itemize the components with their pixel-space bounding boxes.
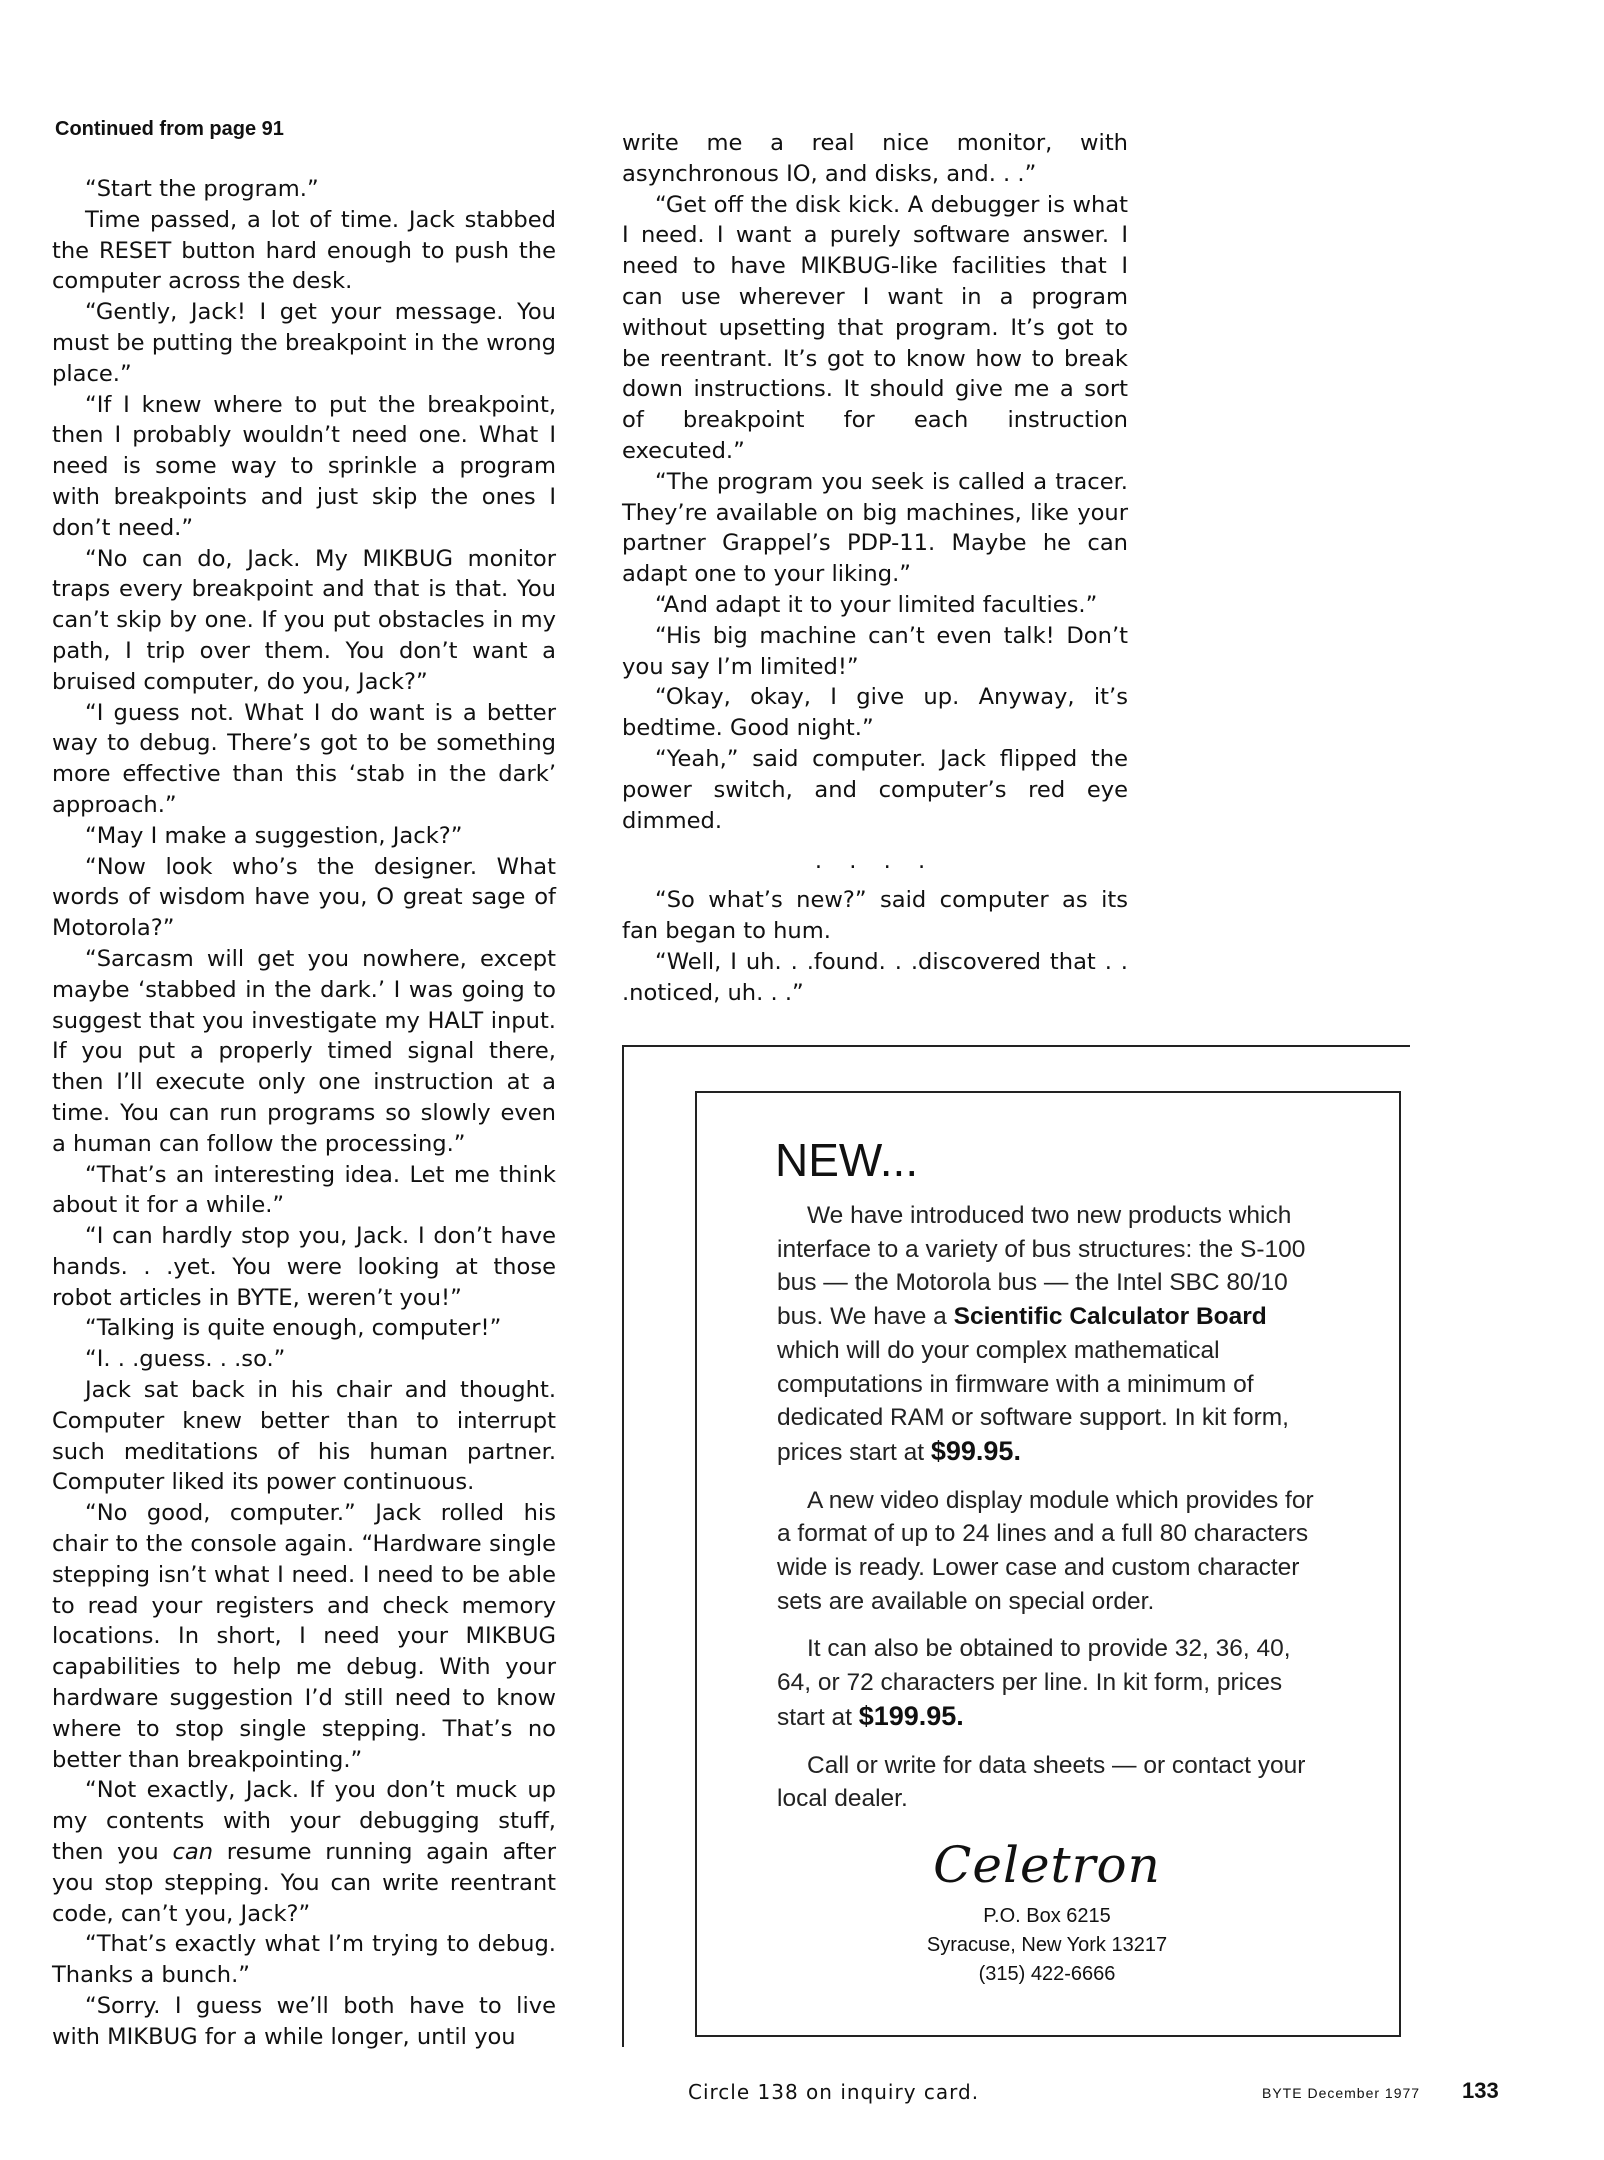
magazine-issue: BYTE December 1977 xyxy=(1262,2085,1421,2101)
paragraph: “Sarcasm will get you nowhere, except maybe ‘stabbed in the dark.’ I was going to suggest that you investigate my HALT input. If you put a properly timed signal there, then I’ll execute only one instruction at a time. You can run programs so slowly even a human can follow the processing.” xyxy=(52,945,556,1157)
paragraph: “Well, I uh. . .found. . .discovered that . . .noticed, uh. . .” xyxy=(622,948,1128,1006)
address-line: P.O. Box 6215 xyxy=(983,1904,1111,1927)
paragraph: “No can do, Jack. My MIKBUG monitor traps every breakpoint and that is that. You can’t skip by one. If you put obstacles in my path, I trip over them. You don’t want a bruised computer, do you, Jack?” xyxy=(52,545,556,695)
paragraph: “And adapt it to your limited faculties.” xyxy=(655,591,1098,618)
paragraph-tail: resume running again after you stop stepping. You can write reentrant code, can’t you, Jack?” xyxy=(52,1839,556,1927)
paragraph-head: “Not exactly, Jack. If you don’t muck up my contents with your debugging stuff, then you xyxy=(52,1777,556,1866)
celetron-logo: Celetron xyxy=(933,1835,1161,1894)
paragraph: “May I make a suggestion, Jack?” xyxy=(85,822,463,849)
ad-text: It can also be obtained to provide 32, 36, 40, 64, or 72 characters per line. In kit form, prices start at xyxy=(777,1635,1291,1731)
paragraph: “The program you seek is called a tracer. They’re available on big machines, like your partner Grappel’s PDP-11. Maybe he can adapt one to your liking.” xyxy=(622,468,1128,588)
paragraph: “Yeah,” said computer. Jack flipped the power switch, and computer’s red eye dimmed. xyxy=(622,745,1128,834)
ad-paragraph xyxy=(777,1199,1317,1470)
ad-bold-product: Scientific Calculator Board xyxy=(953,1303,1267,1331)
ad-text: which will do your complex mathematical computations in firmware with a minimum of dedicated RAM or software support. In kit form, prices start at xyxy=(777,1336,1289,1466)
ad-content xyxy=(777,1133,1317,1989)
paragraph: “So what’s new?” said computer as its fan began to hum. xyxy=(622,887,1128,944)
paragraph: “Sorry. I guess we’ll both have to live with MIKBUG for a while longer, until you xyxy=(52,1993,556,2050)
ad-headline: NEW... xyxy=(775,1134,919,1186)
celetron-ad xyxy=(695,1091,1401,2037)
address-line: Syracuse, New York 13217 xyxy=(926,1933,1168,1956)
paragraph: Time passed, a lot of time. Jack stabbed the RESET button hard enough to push the computer across the desk. xyxy=(52,206,556,295)
paragraph: “Now look who’s the designer. What words of wisdom have you, O great sage of Motorola?” xyxy=(52,853,556,942)
paragraph: “Gently, Jack! I get your message. You must be putting the breakpoint in the wrong place.” xyxy=(52,299,556,387)
paragraph: “His big machine can’t even talk! Don’t you say I’m limited!” xyxy=(622,622,1128,680)
ad-price: $199.95. xyxy=(858,1700,964,1731)
paragraph: “Get off the disk kick. A debugger is what I need. I want a purely software answer. I need to have MIKBUG-like facilities that I can use wherever I want in a program without upsetting that program. It’s got to be reentrant. It’s got to know how to break down instructions. It should give me a sort of breakpoint for each instruction executed.” xyxy=(622,191,1128,464)
paragraph: “I guess not. What I do want is a better way to debug. There’s got to be something more effective than this ‘stab in the dark’ approach.” xyxy=(52,699,556,818)
page-number: 133 xyxy=(1462,2078,1499,2103)
ad-paragraph: Call or write for data sheets — or contact your local dealer. xyxy=(777,1751,1306,1813)
ad-paragraph xyxy=(777,1632,1317,1734)
italic-can: can xyxy=(172,1839,214,1866)
paragraph: write me a real nice monitor, with asynchronous IO, and disks, and. . .” xyxy=(622,130,1128,187)
paragraph: “I. . .guess. . .so.” xyxy=(85,1346,286,1373)
continued-label: Continued from page 91 xyxy=(55,118,284,140)
ad-paragraph: A new video display module which provides for a format of up to 24 lines and a full 80 characters wide is ready. Lower case and custom character sets are available on special order. xyxy=(777,1486,1314,1615)
paragraph xyxy=(52,1775,556,1929)
paragraph: “I can hardly stop you, Jack. I don’t have hands. . .yet. You were looking at those robot articles in BYTE, weren’t you!” xyxy=(52,1223,556,1311)
paragraph: “If I knew where to put the breakpoint, then I probably wouldn’t need one. What I need is some way to sprinkle a program with breakpoints and just skip the ones I don’t need.” xyxy=(52,391,556,541)
ad-address xyxy=(777,1902,1317,1989)
paragraph: “Start the program.” xyxy=(85,176,319,202)
paragraph: “No good, computer.” Jack rolled his chair to the console again. “Hardware single stepping isn’t what I need. I need to be able to read your registers and check memory locations. In short, I need your MIKBUG capabilities to help me debug. With your hardware suggestion I’d still need to know where to stop single stepping. That’s no better than breakpointing.” xyxy=(52,1500,556,1773)
left-column xyxy=(52,174,556,2053)
right-column xyxy=(622,128,1128,1008)
paragraph: “That’s exactly what I’m trying to debug. Thanks a bunch.” xyxy=(52,1931,556,1989)
phone-number: (315) 422-6666 xyxy=(978,1962,1116,1985)
paragraph: Jack sat back in his chair and thought. Computer knew better than to interrupt such meditations of his human partner. Computer liked its power continuous. xyxy=(52,1377,556,1496)
ad-text: We have introduced two new products which interface to a variety of bus structures: the S-100 bus — the Motorola bus — the Intel SBC 80/10 bus. We have a xyxy=(777,1202,1306,1331)
paragraph: “That’s an interesting idea. Let me think about it for a while.” xyxy=(52,1161,556,1219)
paragraph: “Okay, okay, I give up. Anyway, it’s bedtime. Good night.” xyxy=(622,684,1128,742)
paragraph: “Talking is quite enough, computer!” xyxy=(85,1315,502,1342)
ad-price: $99.95. xyxy=(930,1435,1021,1466)
inquiry-note: Circle 138 on inquiry card. xyxy=(688,2080,980,2104)
section-break: . . . . xyxy=(814,848,936,875)
